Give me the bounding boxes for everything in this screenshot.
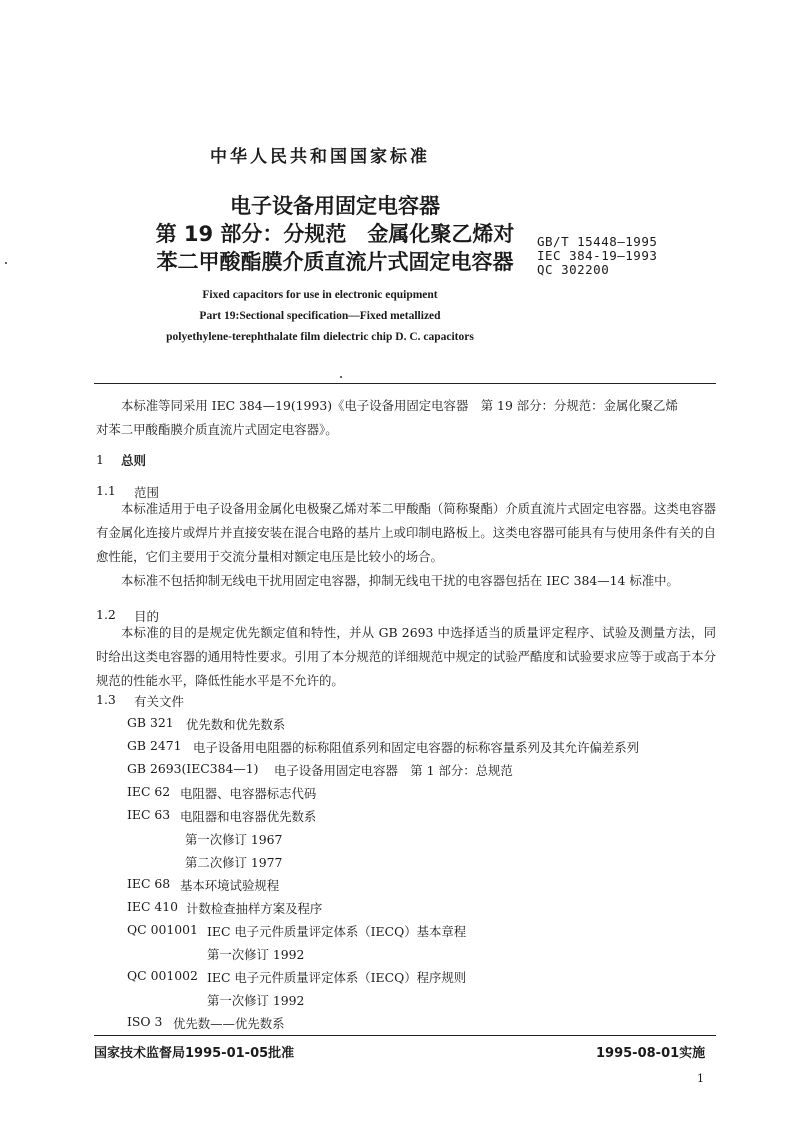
ref-title: IEC 电子元件质量评定体系（IECQ）程序规则 [207,970,467,985]
ref-code: GB 2693(IEC384—1) [127,761,259,776]
standard-code-iec: IEC 384-19—1993 [537,248,658,263]
ref-title: IEC 电子元件质量评定体系（IECQ）基本章程 [207,924,467,939]
ref-title: 第二次修订 1977 [185,855,283,870]
national-standard-heading: 中华人民共和国国家标准 [210,147,430,167]
english-title-line-2: Part 19:Sectional specification—Fixed metallized [199,310,441,322]
ref-code: GB 2471 [127,738,182,753]
ref-title: 优先数——优先数系 [173,1016,285,1031]
ref-title: 电阻器和电容器优先数系 [180,809,317,824]
header-rule [94,383,716,384]
scan-speck [340,376,342,378]
scan-speck [5,262,7,264]
scope-paragraph-1: 本标准适用于电子设备用金属化电极聚乙烯对苯二甲酸酯（简称聚酯）介质直流片式固定电容器。这类电容器有金属化连接片或焊片并直接安装在混合电路的基片上或印制电路板上。这类电容器可能具有与使用条件有关的自愈性能，它们主要用于交流分量相对额定电压是比较小的场合。 [96,501,716,564]
ref-title: 计数检查抽样方案及程序 [186,901,323,916]
ref-title: 优先数和优先数系 [186,717,286,732]
ref-title: 电阻器、电容器标志代码 [180,786,317,801]
scope-paragraph-2: 本标准不包括抑制无线电干扰用固定电容器，抑制无线电干扰的电容器包括在 IEC 384—14 标准中。 [121,573,679,588]
standard-code-gb: GB/T 15448—1995 [537,234,658,249]
ref-code: IEC 63 [127,807,171,822]
purpose-paragraph: 本标准的目的是规定优先额定值和特性，并从 GB 2693 中选择适当的质量评定程序、试验及测量方法，同时给出这类电容器的通用特性要求。引用了本分规范的详细规范中规定的试验严酷度和试验要求应等于或高于本分规范的性能水平，降低性能水平是不允许的。 [96,625,716,688]
ref-code: IEC 68 [127,876,171,891]
subsection-number: 1.1 [96,483,116,498]
subsection-number: 1.3 [96,692,116,707]
page-number: 1 [697,1072,704,1085]
english-title-line-1: Fixed capacitors for use in electronic equipment [202,289,438,301]
ref-title: 电子设备用电阻器的标称阻值系列和固定电容器的标称容量系列及其允许偏差系列 [193,740,640,755]
standard-code-qc: QC 302200 [537,262,610,277]
ref-title: 第一次修订 1992 [207,947,305,962]
ref-code: IEC 62 [127,784,171,799]
intro-line-2: 对苯二甲酸酯膜介质直流片式固定电容器》。 [96,422,338,437]
ref-code: IEC 410 [127,899,179,914]
subsection-number: 1.2 [96,607,116,622]
ref-title: 第一次修订 1967 [185,832,283,847]
approval-statement: 国家技术监督局1995-01-05批准 [94,1046,295,1061]
ref-code: QC 001001 [127,922,198,937]
section-number: 1 [96,452,104,467]
ref-title: 基本环境试验规程 [180,878,280,893]
english-title-line-3: polyethylene-terephthalate film dielectric chip D. C. capacitors [166,331,474,343]
ref-code: GB 321 [127,715,174,730]
ref-code: QC 001002 [127,968,198,983]
subsection-title: 目的 [134,609,160,624]
doc-title-line-3: 苯二甲酸酯膜介质直流片式固定电容器 [156,250,514,274]
footer-rule [94,1035,716,1036]
intro-line-1: 本标准等同采用 IEC 384—19(1993)《电子设备用固定电容器 第 19 部分：分规范：金属化聚乙烯 [121,398,678,413]
doc-title-line-1: 电子设备用固定电容器 [230,194,440,218]
ref-title: 电子设备用固定电容器 第 1 部分：总规范 [274,763,513,778]
doc-title-line-2: 第 19 部分：分规范 金属化聚乙烯对 [155,222,515,246]
section-title: 总则 [121,453,147,468]
ref-title: 第一次修订 1992 [207,993,305,1008]
subsection-title: 有关文件 [134,694,185,709]
implementation-date: 1995-08-01实施 [596,1046,706,1061]
subsection-title: 范围 [134,485,160,500]
ref-code: ISO 3 [127,1014,163,1029]
